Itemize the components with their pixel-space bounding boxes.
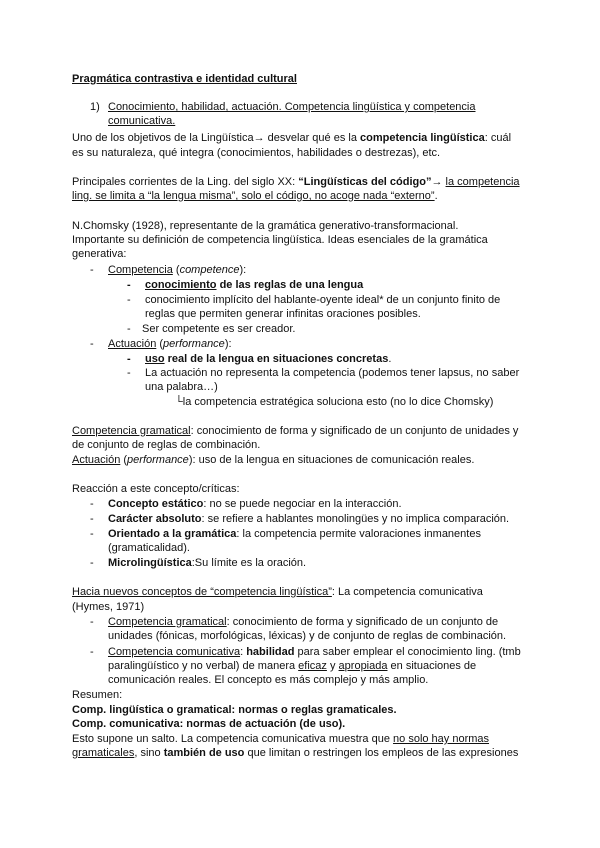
paragraph-chomsky-line2: Importante su definición de competencia lingüística. Ideas esenciales de la gramática: [72, 234, 488, 246]
def-actuacion: Actuación (performance): uso de la lengua en situaciones de comunicación reales.: [72, 454, 475, 466]
resumen-line3: Esto supone un salto. La competencia comunicativa muestra que no solo hay normas: [72, 733, 490, 745]
list-dash: -: [127, 294, 131, 306]
resumen-line4: gramaticales, sino también de uso que limitan o restringen los empleos de las expresiones: [72, 747, 519, 759]
paragraph-currents-line2: ling. se limita a “la lengua misma”, solo el código, no acoge nada “externo”.: [72, 190, 438, 202]
list-dash: -: [90, 338, 94, 350]
resumen-line1: Comp. lingüística o gramatical: normas o reglas gramaticales.: [72, 704, 397, 716]
competencia-bullet2-line1: conocimiento implícito del hablante-oyente ideal* de un conjunto finito de: [145, 294, 501, 306]
critica-item: Microlingüística:Su límite es la oración.: [108, 557, 307, 569]
critica-item-continuation: (gramaticalidad).: [108, 542, 190, 554]
section-heading-line1: Conocimiento, habilidad, actuación. Competencia lingüística y competencia: [108, 101, 476, 113]
resumen-line2: Comp. comunicativa: normas de actuación (de uso).: [72, 718, 346, 730]
list-dash: -: [90, 646, 94, 658]
actuacion-item: Actuación (performance):: [108, 338, 232, 350]
paragraph-chomsky-line1: N.Chomsky (1928), representante de la gramática generativo-transformacional.: [72, 220, 459, 232]
document-title: Pragmática contrastiva e identidad cultural: [72, 73, 297, 85]
critica-item: Orientado a la gramática: la competencia permite valoraciones inmanentes: [108, 528, 481, 540]
paragraph-objectives-line1: Uno de los objetivos de la Lingüística→ desvelar qué es la competencia lingüística: cuál: [72, 132, 512, 144]
comunicativa-item1-line1: Competencia gramatical: conocimiento de forma y significado de un conjunto de: [108, 616, 499, 628]
critica-item: Concepto estático: no se puede negociar en la interacción.: [108, 498, 402, 510]
criticas-intro: Reacción a este concepto/críticas:: [72, 483, 240, 495]
list-dash: -: [127, 367, 131, 379]
actuacion-bullet2-line3: └la competencia estratégica soluciona esto (no lo dice Chomsky): [175, 396, 494, 408]
competencia-bullet3: Ser competente es ser creador.: [142, 323, 296, 335]
list-dash: -: [127, 279, 131, 291]
list-dash: -: [90, 528, 94, 540]
competencia-bullet2-line2: reglas que permiten generar infinitas oraciones posibles.: [145, 308, 421, 320]
list-dash: -: [90, 616, 94, 628]
comunicativa-item2-line1: Competencia comunicativa: habilidad para saber emplear el conocimiento ling. (tmb: [108, 646, 521, 658]
comunicativa-item2-line2: paralingüístico y no verbal) de manera eficaz y apropiada en situaciones de: [108, 660, 477, 672]
comunicativa-intro-line2: (Hymes, 1971): [72, 601, 145, 613]
competencia-bullet1: conocimiento de las reglas de una lengua: [145, 279, 364, 291]
def-competencia-gramatical-line1: Competencia gramatical: conocimiento de forma y significado de un conjunto de unidades y: [72, 425, 519, 437]
resumen-label: Resumen:: [72, 689, 123, 701]
comunicativa-item1-line2: unidades (fónicas, morfológicas, léxicas) y de conjunto de reglas de combinación.: [108, 630, 507, 642]
list-dash: -: [127, 353, 131, 365]
list-dash: -: [90, 264, 94, 276]
actuacion-bullet2-line1: La actuación no representa la competencia (podemos tener lapsus, no saber: [145, 367, 520, 379]
comunicativa-item2-line3: comunicación reales. El concepto es más complejo y más amplio.: [108, 674, 429, 686]
list-dash: -: [90, 513, 94, 525]
list-dash: -: [127, 323, 131, 335]
competencia-item: Competencia (competence):: [108, 264, 247, 276]
section-number: 1): [90, 101, 100, 113]
paragraph-chomsky-line3: generativa:: [72, 248, 127, 260]
paragraph-currents-line1: Principales corrientes de la Ling. del siglo XX: “Lingüísticas del código”→ la competencia: [72, 176, 520, 188]
critica-item: Carácter absoluto: se refiere a hablantes monolingües y no implica comparación.: [108, 513, 510, 525]
list-dash: -: [90, 557, 94, 569]
list-dash: -: [90, 498, 94, 510]
def-competencia-gramatical-line2: de conjunto de reglas de combinación.: [72, 439, 261, 451]
actuacion-bullet1: uso real de la lengua en situaciones concretas.: [145, 353, 392, 365]
paragraph-objectives-line2: es su naturaleza, qué integra (conocimientos, habilidades o destrezas), etc.: [72, 147, 441, 159]
comunicativa-intro-line1: Hacia nuevos conceptos de “competencia lingüística”: La competencia comunicativa: [72, 586, 483, 598]
actuacion-bullet2-line2: una palabra…): [145, 381, 218, 393]
section-heading-line2: comunicativa.: [108, 115, 176, 127]
